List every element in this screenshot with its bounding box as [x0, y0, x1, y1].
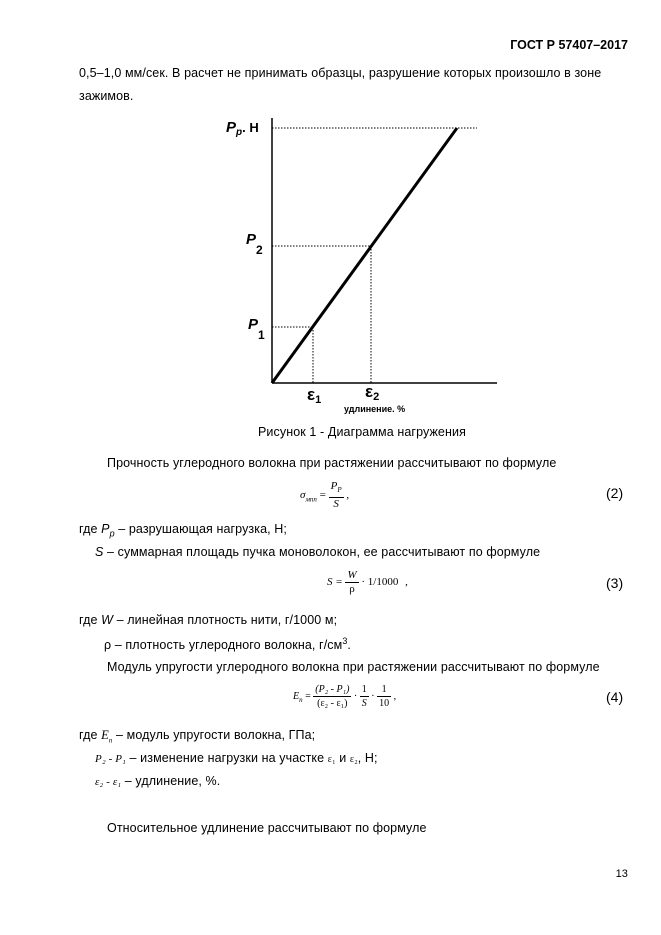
label-p2: $P_2$ — [246, 231, 263, 257]
definition-s: S – суммарная площадь пучка моноволокон, ее рассчитывают по формуле — [95, 545, 541, 559]
label-e1: ε1 — [307, 385, 322, 406]
load-line — [272, 128, 457, 383]
figure-caption: Рисунок 1 - Диаграмма нагружения — [258, 425, 466, 439]
formula-2: $\sigma_{мпп}$ = $\frac{P_P}{S}$ , — [300, 480, 350, 511]
definition-en: где $E_n$ – модуль упругости волокна, ГПа; — [79, 728, 316, 745]
equation-number-4: (4) — [606, 689, 624, 705]
equation-number-3: (3) — [606, 575, 624, 591]
definition-load-change: P₂ - P₁ – изменение нагрузки на участке ε₁ и ε₂, Н; — [95, 751, 378, 765]
intro-line-1: 0,5–1,0 мм/сек. В расчет не принимать образцы, разрушение которых произошло в зоне — [79, 66, 602, 80]
definition-elongation: ε₂ - ε₁ – удлинение, %. — [95, 774, 221, 788]
equation-number-2: (2) — [606, 485, 624, 501]
definition-rho: ρ – плотность углеродного волокна, $г/см^3$. — [104, 636, 351, 653]
label-p1: $P_1$ — [248, 316, 265, 342]
paragraph-strength: Прочность углеродного волокна при растяжении рассчитывают по формуле — [107, 456, 557, 470]
label-pp: $P_р$. Н — [226, 119, 259, 138]
formula-3: S = $\frac{W}{\rho}$ · 1/1000 , — [327, 569, 408, 595]
document-standard-number: ГОСТ Р 57407–2017 — [510, 38, 628, 52]
x-axis-label: удлинение. % — [344, 404, 406, 414]
paragraph-relative-elongation: Относительное удлинение рассчитывают по формуле — [107, 821, 427, 835]
label-e2: ε2 — [365, 382, 380, 403]
formula-4: $E_n$ = $\frac{\text{(P₂ - P₁)}}{\text{(ε₂ - ε₁)}}$ · $\frac{1}{S}$ · $\frac{1}{10}$ , — [293, 684, 397, 709]
load-diagram — [215, 108, 505, 418]
definition-w: где W – линейная плотность нити, г/1000 м; — [79, 613, 338, 627]
intro-line-2: зажимов. — [79, 89, 134, 103]
definition-pp: где $P_р$ – разрушающая нагрузка, Н; — [79, 522, 288, 539]
page-number: 13 — [615, 868, 628, 880]
paragraph-modulus: Модуль упругости углеродного волокна при растяжении рассчитывают по формуле — [107, 660, 600, 674]
